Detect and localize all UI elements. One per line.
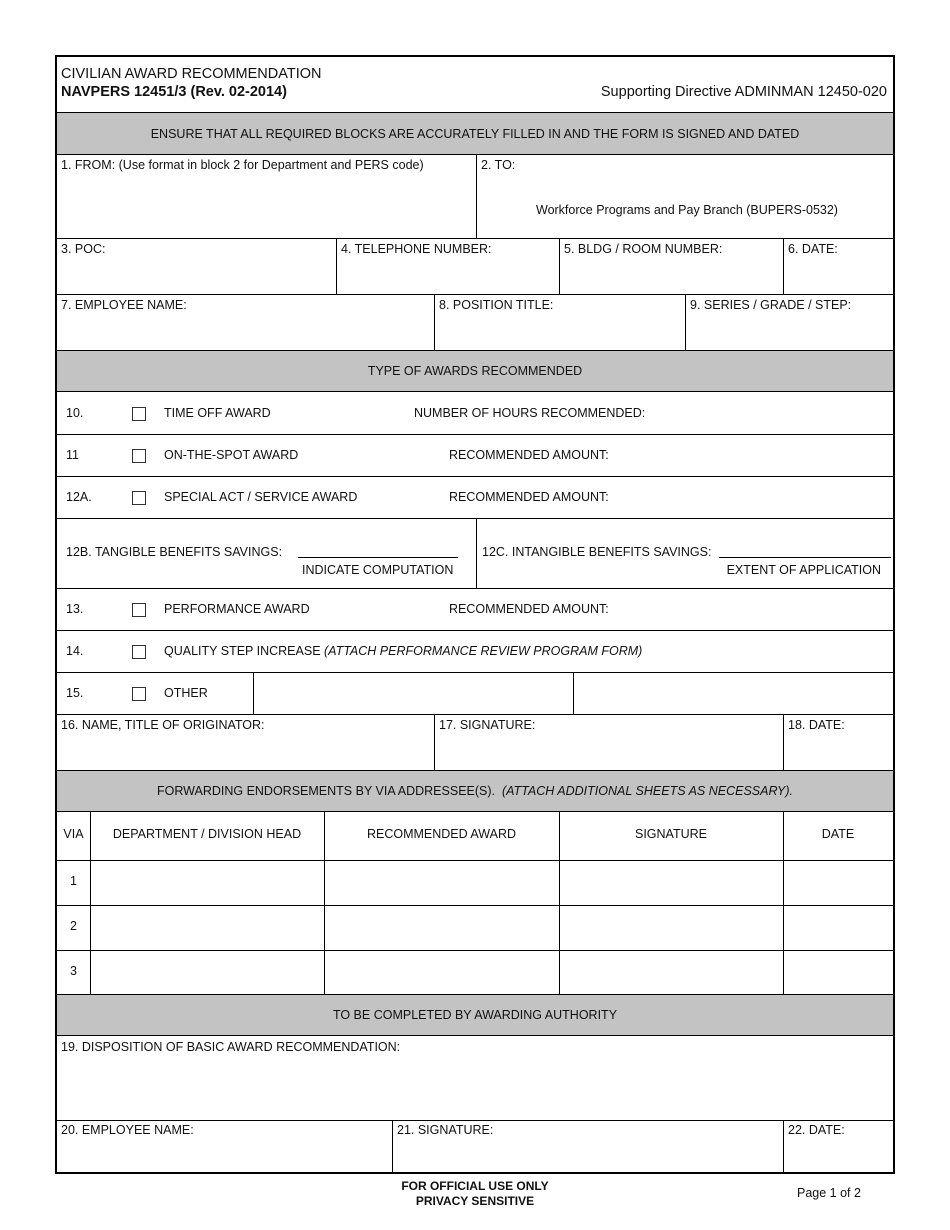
from-input[interactable]: [59, 177, 473, 235]
supporting-directive: Supporting Directive ADMINMAN 12450-020: [600, 84, 887, 100]
on-the-spot-amount-label: RECOMMENDED AMOUNT:: [449, 448, 609, 462]
via-1-signature-input[interactable]: [561, 862, 781, 903]
bldg-room-input[interactable]: [561, 260, 781, 290]
originator-signature-label: 17. SIGNATURE:: [439, 718, 536, 732]
on-the-spot-checkbox[interactable]: [132, 449, 146, 463]
position-title-input[interactable]: [436, 316, 683, 346]
position-title-label: 8. POSITION TITLE:: [439, 298, 554, 312]
special-act-amount-input[interactable]: [617, 484, 889, 510]
on-the-spot-amount-input[interactable]: [617, 442, 889, 468]
quality-step-label: [164, 644, 642, 658]
performance-checkbox[interactable]: [132, 603, 146, 617]
hours-recommended-input[interactable]: [649, 400, 889, 426]
disposition-label: 19. DISPOSITION OF BASIC AWARD RECOMMENDATION:: [61, 1040, 401, 1054]
time-off-number: 10.: [66, 406, 84, 420]
awards-banner: TYPE OF AWARDS RECOMMENDED: [57, 350, 893, 392]
via-2-signature-input[interactable]: [561, 907, 781, 948]
award-form: [55, 55, 895, 1174]
other-checkbox[interactable]: [132, 687, 146, 701]
quality-step-note: (ATTACH PERFORMANCE REVIEW PROGRAM FORM): [324, 644, 643, 658]
authority-employee-name-input[interactable]: [59, 1141, 390, 1171]
via-1-award-input[interactable]: [326, 862, 557, 903]
extent-of-application-label: EXTENT OF APPLICATION: [726, 563, 881, 577]
via-1-department-input[interactable]: [92, 862, 322, 903]
intangible-savings-input[interactable]: [719, 537, 891, 557]
performance-amount-input[interactable]: [617, 596, 889, 622]
from-label: 1. FROM: (Use format in block 2 for Department and PERS code): [61, 158, 424, 172]
via-2-award-input[interactable]: [326, 907, 557, 948]
instruction-banner: ENSURE THAT ALL REQUIRED BLOCKS ARE ACCURATELY FILLED IN AND THE FORM IS SIGNED AND DATED: [57, 112, 893, 155]
hours-recommended-label: NUMBER OF HOURS RECOMMENDED:: [414, 406, 646, 420]
via-3-date-input[interactable]: [785, 952, 891, 992]
performance-amount-label: RECOMMENDED AMOUNT:: [449, 602, 609, 616]
telephone-input[interactable]: [338, 260, 557, 290]
quality-step-text: QUALITY STEP INCREASE: [164, 644, 321, 658]
originator-name-input[interactable]: [59, 736, 432, 766]
originator-signature-input[interactable]: [436, 736, 781, 766]
col-header-via: VIA: [63, 827, 84, 841]
performance-label: PERFORMANCE AWARD: [164, 602, 310, 616]
via-row-number: 3: [70, 964, 77, 978]
via-1-date-input[interactable]: [785, 862, 891, 903]
quality-step-number: 14.: [66, 644, 84, 658]
series-grade-step-input[interactable]: [687, 316, 891, 346]
indicate-computation-label: INDICATE COMPUTATION: [302, 563, 454, 577]
authority-banner: TO BE COMPLETED BY AWARDING AUTHORITY: [57, 994, 893, 1036]
other-label: OTHER: [164, 686, 208, 700]
employee-name-input[interactable]: [59, 316, 432, 346]
telephone-label: 4. TELEPHONE NUMBER:: [341, 242, 492, 256]
special-act-checkbox[interactable]: [132, 491, 146, 505]
poc-label: 3. POC:: [61, 242, 106, 256]
authority-signature-input[interactable]: [394, 1141, 781, 1171]
authority-date-label: 22. DATE:: [788, 1123, 845, 1137]
via-3-signature-input[interactable]: [561, 952, 781, 992]
authority-signature-label: 21. SIGNATURE:: [397, 1123, 494, 1137]
date-label: 6. DATE:: [788, 242, 838, 256]
other-amount-input[interactable]: [575, 674, 891, 712]
quality-step-checkbox[interactable]: [132, 645, 146, 659]
performance-number: 13.: [66, 602, 84, 616]
other-description-input[interactable]: [255, 674, 571, 712]
on-the-spot-label: ON-THE-SPOT AWARD: [164, 448, 299, 462]
series-grade-step-label: 9. SERIES / GRADE / STEP:: [690, 298, 852, 312]
bldg-room-label: 5. BLDG / ROOM NUMBER:: [564, 242, 723, 256]
special-act-label: SPECIAL ACT / SERVICE AWARD: [164, 490, 358, 504]
to-value: Workforce Programs and Pay Branch (BUPERS-0532): [536, 203, 838, 217]
other-number: 15.: [66, 686, 84, 700]
disposition-input[interactable]: [59, 1059, 891, 1117]
authority-employee-name-label: 20. EMPLOYEE NAME:: [61, 1123, 194, 1137]
endorsements-banner-note: (ATTACH ADDITIONAL SHEETS AS NECESSARY).: [501, 784, 793, 798]
via-3-department-input[interactable]: [92, 952, 322, 992]
authority-date-input[interactable]: [785, 1141, 891, 1171]
form-title: CIVILIAN AWARD RECOMMENDATION: [61, 66, 322, 82]
via-row-number: 1: [70, 874, 77, 888]
tangible-savings-input[interactable]: [298, 537, 458, 557]
form-number: NAVPERS 12451/3 (Rev. 02-2014): [61, 84, 287, 100]
endorsements-banner: [57, 770, 893, 812]
col-header-date: DATE: [821, 827, 855, 841]
privacy-notice: PRIVACY SENSITIVE: [415, 1194, 535, 1208]
time-off-checkbox[interactable]: [132, 407, 146, 421]
date-input[interactable]: [785, 260, 891, 290]
col-header-recommended-award: RECOMMENDED AWARD: [366, 827, 517, 841]
fouo-notice: FOR OFFICIAL USE ONLY: [401, 1179, 549, 1193]
special-act-number: 12A.: [66, 490, 92, 504]
via-2-department-input[interactable]: [92, 907, 322, 948]
via-row-number: 2: [70, 919, 77, 933]
poc-input[interactable]: [59, 260, 334, 290]
on-the-spot-number: 11: [66, 448, 79, 462]
via-2-date-input[interactable]: [785, 907, 891, 948]
to-label: 2. TO:: [481, 158, 516, 172]
special-act-amount-label: RECOMMENDED AMOUNT:: [449, 490, 609, 504]
originator-date-label: 18. DATE:: [788, 718, 845, 732]
originator-name-label: 16. NAME, TITLE OF ORIGINATOR:: [61, 718, 265, 732]
tangible-savings-label: 12B. TANGIBLE BENEFITS SAVINGS:: [66, 545, 283, 559]
endorsements-banner-text: FORWARDING ENDORSEMENTS BY VIA ADDRESSEE(S).: [156, 784, 496, 798]
page-number: Page 1 of 2: [797, 1186, 861, 1200]
employee-name-label: 7. EMPLOYEE NAME:: [61, 298, 187, 312]
col-header-department-head: DEPARTMENT / DIVISION HEAD: [112, 827, 302, 841]
originator-date-input[interactable]: [785, 736, 891, 766]
col-header-signature: SIGNATURE: [635, 827, 707, 841]
via-3-award-input[interactable]: [326, 952, 557, 992]
time-off-label: TIME OFF AWARD: [164, 406, 271, 420]
intangible-savings-label: 12C. INTANGIBLE BENEFITS SAVINGS:: [482, 545, 712, 559]
